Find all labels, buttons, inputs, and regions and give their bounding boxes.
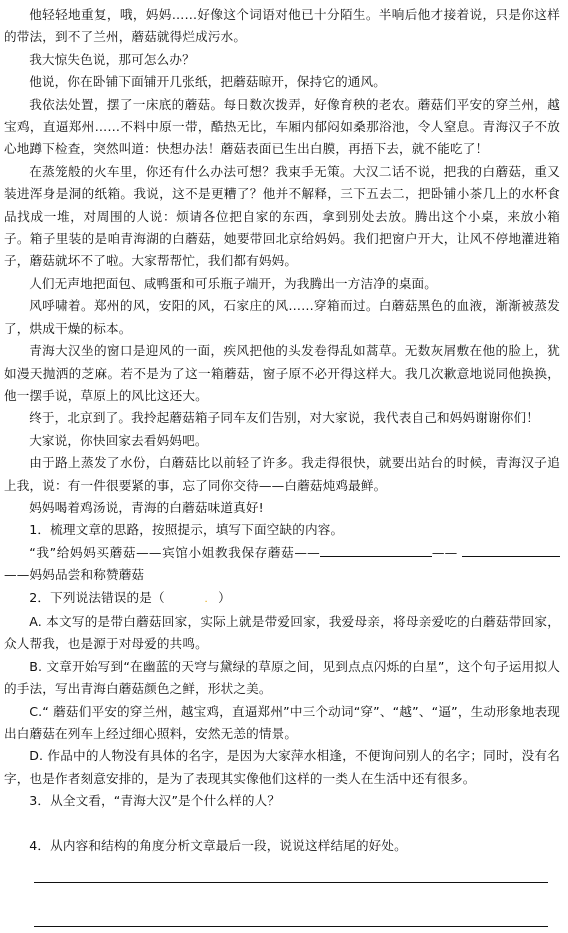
paragraph-11: 由于路上蒸发了水份，白蘑菇比以前轻了许多。我走得很快，就要出站台的时候，青海汉子追上我，说：有一件很要紧的事，忘了同你交待——白蘑菇炖鸡最鲜。 bbox=[4, 455, 560, 493]
paragraph-9: 终于，北京到了。我拎起蘑菇箱子同车友们告别，对大家说，我代表自己和妈妈谢谢你们！ bbox=[29, 410, 539, 426]
question-2-text: 2．下列说法错误的是（ bbox=[29, 589, 165, 605]
document-body bbox=[4, 4, 560, 857]
paragraph-3: 他说，你在卧铺下面铺开几张纸，把蘑菇晾开，保持它的通风。 bbox=[29, 74, 387, 90]
paragraph-8: 青海大汉坐的窗口是迎风的一面，疾风把他的头发卷得乱如蒿草。无数灰屑敷在他的脸上，犹如漫天抛洒的芝麻。若不是为了这一箱蘑菇，窗子原不必开得这样大。我几次歉意地说同他换换，他一摆手说，草原上的风比这还大。 bbox=[4, 343, 560, 403]
question-2 bbox=[4, 587, 560, 611]
paragraph-10: 大家说，你快回家去看妈妈吧。 bbox=[29, 432, 208, 448]
answer-blank-1[interactable] bbox=[320, 542, 432, 557]
question-3-answer-space[interactable] bbox=[4, 813, 560, 835]
paragraph-1: 他轻轻地重复，哦，妈妈……好像这个词语对他已十分陌生。半响后他才接着说，只是你这样的带法，到不了兰州，蘑菇就得烂成污水。 bbox=[4, 7, 560, 45]
question-1-chain bbox=[4, 542, 560, 587]
question-1: 1．梳理文章的思路，按照提示，填写下面空缺的内容。 bbox=[29, 522, 344, 538]
option-b: B. 文章开始写到“在幽蓝的天穹与黛绿的草原之间，见到点点闪烁的白星”，这个句子运用拟人的手法，写出青海白蘑菇颜色之鲜，形状之美。 bbox=[4, 658, 560, 697]
option-c: C.“ 蘑菇们平安的穿兰州，越宝鸡，直逼郑州”中三个动词“穿”、“越”、“逼”，生动形象地表现出白蘑菇在列车上经过细心照料，安然无恙的情景。 bbox=[4, 703, 560, 741]
paragraph-12: 妈妈喝着鸡汤说，青海的白蘑菇味道真好! bbox=[29, 499, 264, 515]
answer-line-q4[interactable] bbox=[34, 926, 548, 927]
option-a: A. 本文写的是带白蘑菇回家，实际上就是带爱回家，我爱母亲，将母亲爱吃的白蘑菇带回家，众人帮我，也是源于对母爱的共鸣。 bbox=[4, 613, 560, 652]
chain-start: “我”给妈妈买蘑菇——宾馆小姐教我保存蘑菇—— bbox=[29, 544, 320, 560]
paragraph-7: 风呼啸着。郑州的风，安阳的风，石家庄的风……穿箱而过。白蘑菇黑色的血液，渐渐被蒸发了，烘成干燥的标本。 bbox=[4, 298, 560, 336]
question-3: 3．从全文看，“青海大汉”是个什么样的人？ bbox=[29, 793, 281, 809]
answer-blank-2[interactable] bbox=[462, 542, 560, 557]
paragraph-6: 人们无声地把面包、咸鸭蛋和可乐瓶子端开，为我腾出一方洁净的桌面。 bbox=[29, 275, 437, 291]
paragraph-2: 我大惊失色说，那可怎么办？ bbox=[29, 51, 195, 67]
dot-mark: . bbox=[204, 593, 208, 605]
paragraph-5: 在蒸笼般的火车里，你还有什么办法可想？我束手无策。大汉二话不说，把我的白蘑菇，重又装进浑身是洞的纸箱。我说，这不是更糟了？他并不解释，三下五去二，把卧铺小茶几上的水杯食品找成一堆，对周围的人说：烦请各位把自家的东西，拿到别处去放。腾出这个小桌，来放小箱子。箱子里装的是咱青海湖的白蘑菇，她要带回北京给妈妈。我们把窗户开大，让风不停地灌进箱子，蘑菇就坏不了啦。大家帮帮忙，我们都有妈妈。 bbox=[4, 163, 560, 269]
answer-line-q3[interactable] bbox=[34, 882, 548, 883]
option-d: D. 作品中的人物没有具体的名字，是因为大家萍水相逢，不便询问别人的名字；同时，没有名字，也是作者刻意安排的，是为了表现其实像他们这样的一类人在生活中还有很多。 bbox=[4, 748, 560, 786]
paragraph-4: 我依法处置，摆了一床底的蘑菇。每日数次拨弄，好像育秧的老农。蘑菇们平安的穿兰州，越宝鸡，直逼郑州……不料中原一带，酷热无比，车厢内郁闷如桑那浴池，令人窒息。青海汉子不放心地蹲下检查，突然叫道：快想办法！蘑菇表面已生出白膜，再捂下去，就不能吃了！ bbox=[4, 96, 560, 157]
question-4: 4．从内容和结构的角度分析文章最后一段，说说这样结尾的好处。 bbox=[29, 837, 407, 853]
question-2-paren-close: ） bbox=[218, 589, 231, 605]
chain-end: ——妈妈品尝和称赞蘑菇 bbox=[4, 567, 145, 583]
chain-mid: —— bbox=[431, 544, 458, 560]
